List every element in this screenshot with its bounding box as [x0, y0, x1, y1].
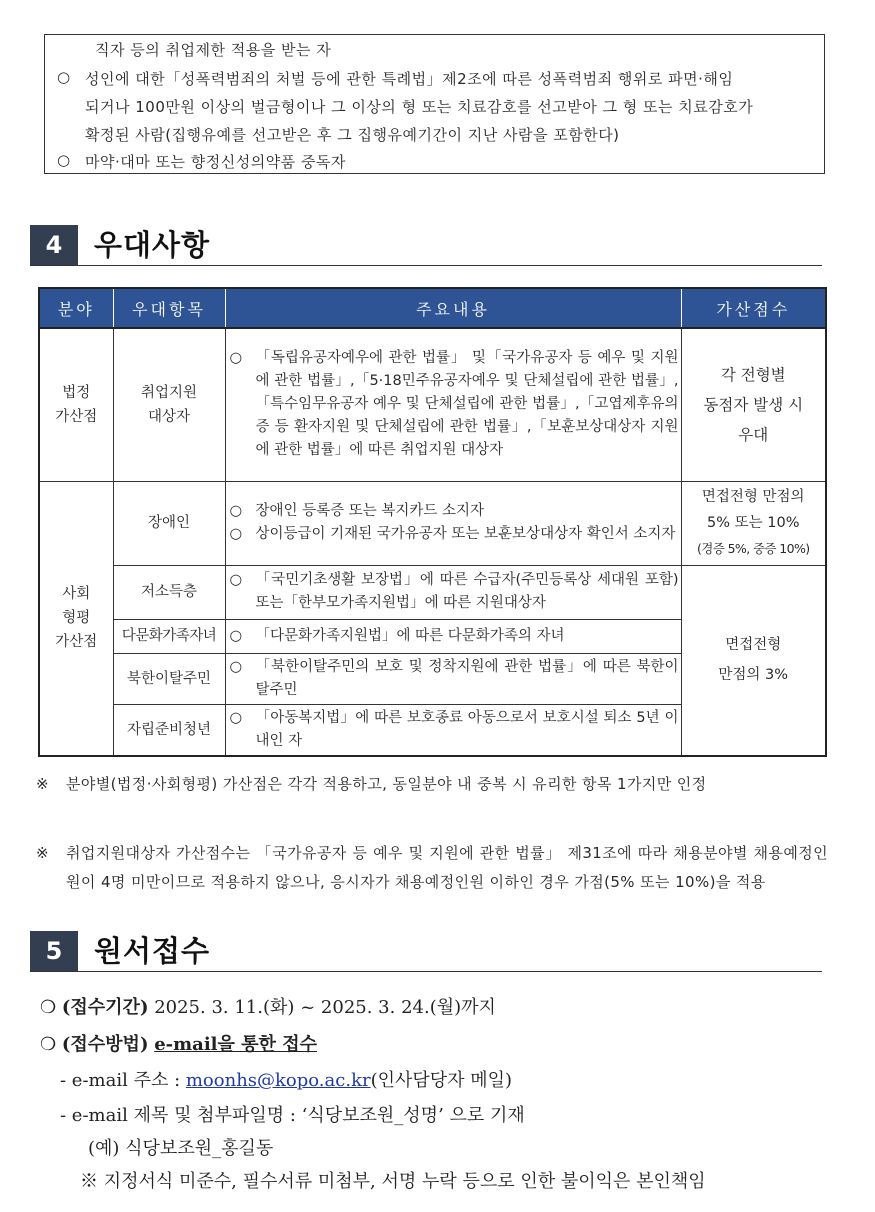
- item-cell: [113, 704, 225, 756]
- item-label: 북한이탈주민: [126, 670, 212, 687]
- bullet: ○: [229, 526, 243, 542]
- item-cell: [113, 565, 225, 619]
- warning-line: ※ 지정서식 미준수, 필수서류 미첨부, 서명 누락 등으로 인한 불이익은 본인책임: [80, 1171, 706, 1192]
- bullet: ○: [57, 68, 71, 86]
- email-suffix: (인사담당자 메일): [370, 1070, 513, 1091]
- column-header: 분야: [39, 288, 113, 328]
- period-value: 2025. 3. 11.(화) ~ 2025. 3. 24.(월)까지: [148, 997, 496, 1018]
- section-header: [30, 931, 822, 972]
- item-label: 장애인: [147, 515, 191, 531]
- points-text: (경증 5%, 중증 10%): [696, 541, 810, 556]
- note-mark: ※: [36, 775, 49, 793]
- section-number: 4: [30, 225, 78, 265]
- bullet: ○: [229, 503, 243, 519]
- note-text: 취업지원대상자 가산점수는 「국가유공자 등 예우 및 지원에 관한 법률」 제31조에 따라 채용분야별 채용예정인원이 4명 미만이므로 적용하지 않으나, 응시자가 채용예정인원 이하인 경우 가점(5% 또는 10%)을 적용: [66, 844, 828, 891]
- note-mark: ※: [36, 844, 49, 862]
- section-number: 5: [30, 931, 78, 971]
- item-label: 다문화가족자녀: [121, 628, 217, 644]
- bullet: ❍: [40, 997, 57, 1018]
- content-cell: [225, 704, 681, 756]
- box-item-text: 되거나 100만원 이상의 벌금형이나 그 이상의 형 또는 치료감호를 선고받아 그 형 또는 치료감호가: [85, 98, 754, 116]
- period-label: (접수기간): [61, 997, 149, 1018]
- content-text: 장애인 등록증 또는 복지카드 소지자: [255, 503, 485, 519]
- note: [36, 770, 828, 799]
- content-text: 상이등급이 기재된 국가유공자 또는 보훈보상대상자 확인서 소지자: [255, 526, 676, 542]
- content-text: 「독립유공자예우에 관한 법률」 및「국가유공자 등 예우 및 지원에 관한 법률」,「5·18민주유공자예우 및 단체설립에 관한 법률」,「특수임무유공자 예우 및 단체설립에 관한 법률」,「고엽제후유의증 등 환자지원 및 단체설립에 관한 법률」,「보훈보상대상자 지원에 관한 법률」에 따른 취업지원 대상자: [255, 350, 679, 459]
- section-header: [30, 225, 822, 266]
- bullet: ○: [229, 572, 243, 588]
- box-item-text: 마약·대마 또는 향정신성의약품 중독자: [85, 153, 346, 171]
- email-line: [60, 1066, 512, 1092]
- item-cell: [113, 619, 225, 653]
- points-text: 각 전형별 동점자 발생 시 우대: [703, 365, 804, 444]
- column-header: 우대항목: [113, 288, 225, 328]
- table-row: [39, 481, 826, 565]
- email-link[interactable]: moonhs@kopo.ac.kr: [185, 1070, 371, 1091]
- subject-line: - e-mail 제목 및 첨부파일명 : ‘식당보조원_성명’ 으로 기재: [60, 1105, 525, 1126]
- item-label: 취업지원 대상자: [140, 384, 198, 425]
- content-cell: [225, 565, 681, 619]
- section-title: 원서접수: [94, 934, 211, 968]
- table-header-row: [39, 288, 826, 328]
- item-label: 자립준비청년: [126, 721, 212, 738]
- field-cell: [39, 328, 113, 481]
- example-line: (예) 식당보조원_홍길동: [88, 1138, 274, 1159]
- field-cell: [39, 481, 113, 756]
- method-value: e-mail을 통한 접수: [154, 1034, 317, 1055]
- content-text: 「아동복지법」에 따른 보호종료 아동으로서 보호시설 퇴소 5년 이내인 자: [255, 709, 679, 749]
- item-cell: [113, 481, 225, 565]
- item-cell: [113, 328, 225, 481]
- content-cell: [225, 481, 681, 565]
- bullet: ○: [229, 709, 243, 726]
- bullet: ○: [229, 658, 243, 675]
- content-text: 「다문화가족지원법」에 따른 다문화가족의 자녀: [255, 627, 565, 644]
- points-cell: [681, 328, 826, 481]
- field-label: 법정 가산점: [55, 384, 98, 425]
- disqualification-box: [44, 34, 825, 174]
- field-label: 사회 형평 가산점: [55, 586, 98, 651]
- email-prefix: - e-mail 주소 :: [60, 1070, 186, 1091]
- box-line-1: 직자 등의 취업제한 적용을 받는 자: [95, 41, 332, 59]
- section-title: 우대사항: [94, 228, 211, 262]
- item-cell: [113, 653, 225, 704]
- points-cell: [681, 481, 826, 565]
- item-label: 저소득층: [140, 584, 198, 600]
- content-cell: [225, 619, 681, 653]
- points-text: 5% 또는 10%: [707, 515, 800, 531]
- note-text: 분야별(법정·사회형평) 가산점은 각각 적용하고, 동일분야 내 중복 시 유리한 항목 1가지만 인정: [66, 775, 707, 793]
- content-cell: [225, 653, 681, 704]
- bullet: ❍: [40, 1034, 57, 1055]
- bullet: ○: [229, 627, 243, 644]
- bullet: ○: [229, 350, 243, 367]
- content-cell: [225, 328, 681, 481]
- box-item-text: 확정된 사람(집행유예를 선고받은 후 그 집행유예기간이 지난 사람을 포함한다): [85, 126, 620, 144]
- note: [36, 839, 828, 897]
- application-period: [40, 993, 496, 1019]
- points-text: 면접전형 만점의: [701, 489, 805, 505]
- column-header: 가산점수: [681, 288, 826, 328]
- table-row: [39, 328, 826, 481]
- preference-table: [38, 287, 827, 757]
- content-text: 「국민기초생활 보장법」에 따른 수급자(주민등록상 세대원 포함) 또는「한부모가족지원법」에 따른 지원대상자: [255, 572, 679, 611]
- points-text: 면접전형 만점의 3%: [718, 637, 789, 684]
- application-method: [40, 1030, 317, 1056]
- column-header: 주요내용: [225, 288, 681, 328]
- method-label: (접수방법): [61, 1034, 149, 1055]
- table-row: [39, 565, 826, 619]
- box-item-text: 성인에 대한「성폭력범죄의 처벌 등에 관한 특례법」제2조에 따른 성폭력범죄 행위로 파면·해임: [85, 70, 734, 88]
- points-cell: [681, 565, 826, 756]
- content-text: 「북한이탈주민의 보호 및 정착지원에 관한 법률」에 따른 북한이탈주민: [255, 658, 679, 698]
- bullet: ○: [57, 151, 71, 169]
